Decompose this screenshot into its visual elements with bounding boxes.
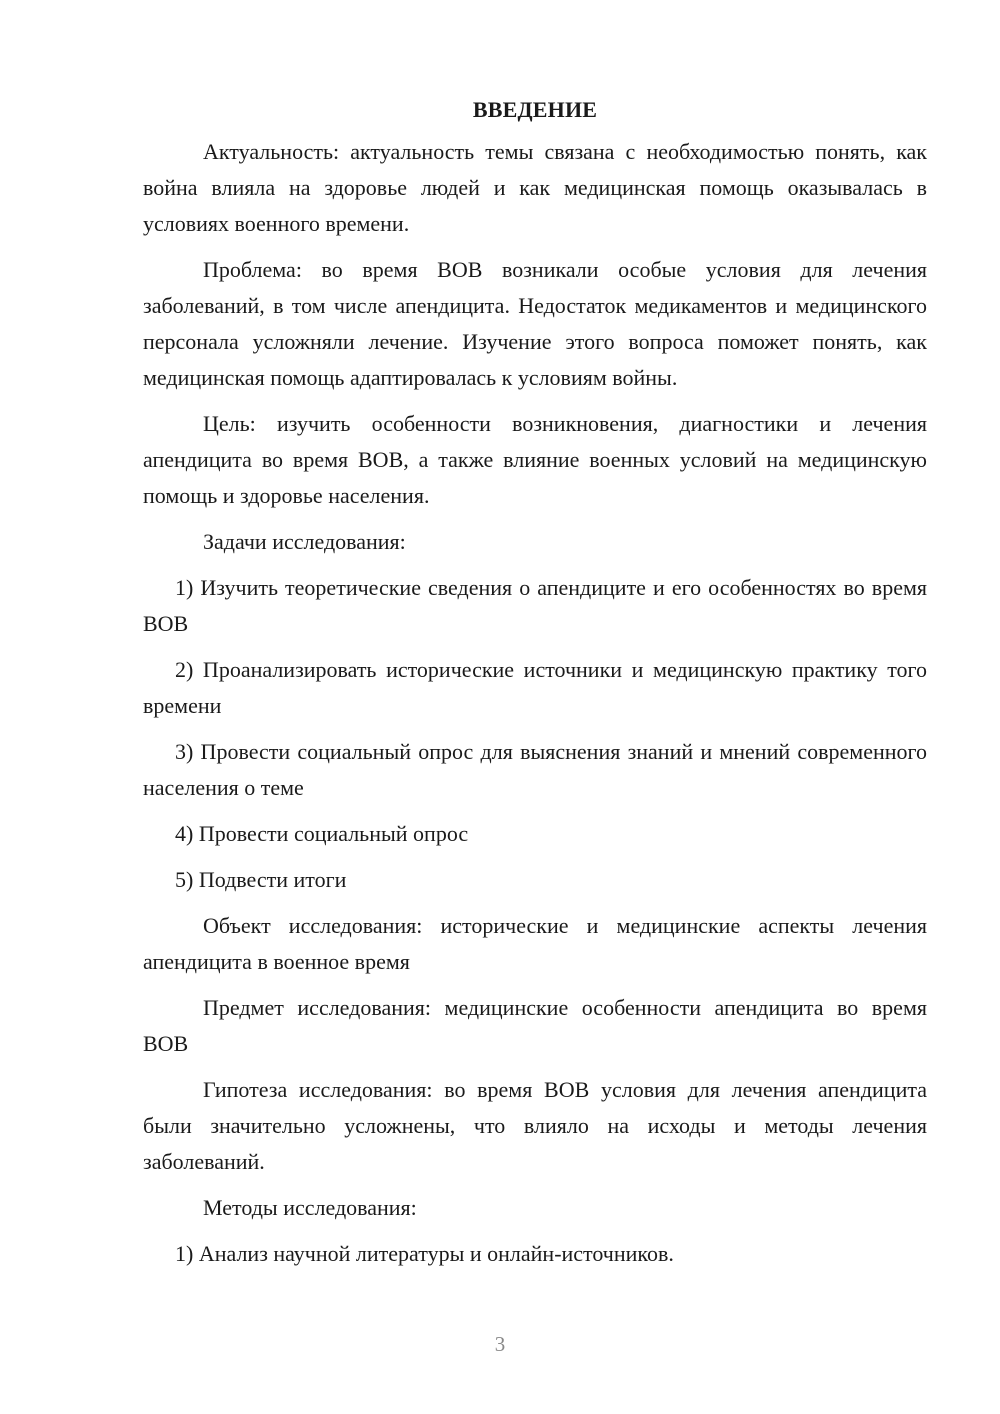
task-item-5: 5) Подвести итоги (175, 867, 347, 892)
task-item-1: 1) Изучить теоретические сведения о апендиците и его особенностях во время ВОВ (143, 575, 927, 636)
methods-heading: Методы исследования: (203, 1195, 417, 1220)
paragraph-problem: Проблема: во время ВОВ возникали особые условия для лечения заболеваний, в том числе апендицита. Недостаток медикаментов и медицинского персонала усложняли лечение. Изучение этого вопроса поможет понять, как медицинская помощь адаптировалась к условиям войны. (143, 257, 927, 390)
paragraph-hypothesis: Гипотеза исследования: во время ВОВ условия для лечения апендицита были значительно усложнены, что влияло на исходы и методы лечения заболеваний. (143, 1077, 927, 1174)
page-number: 3 (494, 1332, 506, 1356)
paragraph-relevance: Актуальность: актуальность темы связана с необходимостью понять, как война влияла на здоровье людей и как медицинская помощь оказывалась в условиях военного времени. (143, 139, 927, 236)
paragraph-object: Объект исследования: исторические и медицинские аспекты лечения апендицита в военное время (143, 913, 927, 974)
page-content (143, 92, 927, 1282)
task-item-3: 3) Провести социальный опрос для выяснения знаний и мнений современного населения о теме (143, 739, 927, 800)
task-item-4: 4) Провести социальный опрос (175, 821, 469, 846)
paragraph-subject: Предмет исследования: медицинские особенности апендицита во время ВОВ (143, 995, 927, 1056)
paragraph-goal: Цель: изучить особенности возникновения, диагностики и лечения апендицита во время ВОВ, а также влияние военных условий на медицинскую помощь и здоровье населения. (143, 411, 927, 508)
task-item-2: 2) Проанализировать исторические источники и медицинскую практику того времени (143, 657, 927, 718)
page-title: ВВЕДЕНИЕ (472, 97, 598, 122)
method-item-1: 1) Анализ научной литературы и онлайн-источников. (175, 1241, 674, 1266)
tasks-heading: Задачи исследования: (203, 529, 406, 554)
